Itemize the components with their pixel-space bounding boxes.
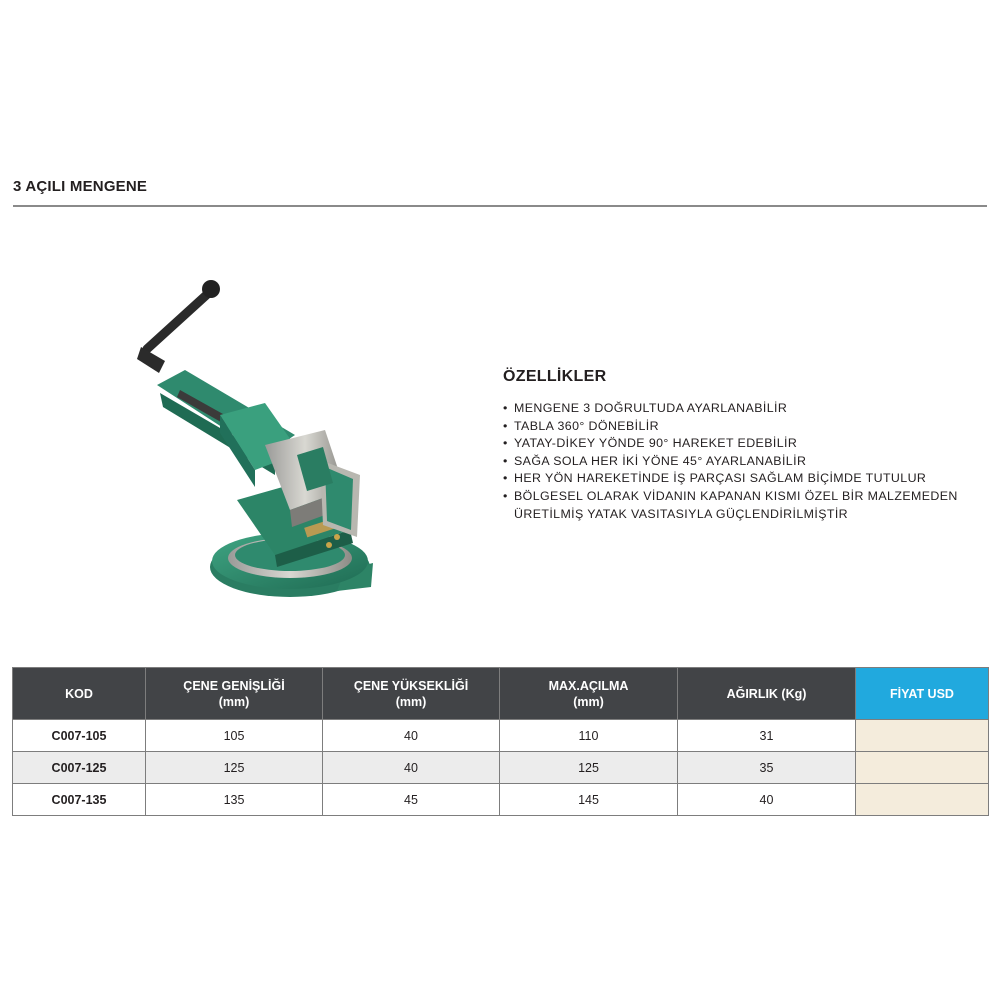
page-title: 3 AÇILI MENGENE (13, 178, 148, 195)
header-cene-yuksekligi: ÇENE YÜKSEKLİĞİ (mm) (323, 668, 500, 720)
cell-acilma: 110 (500, 720, 678, 752)
cell-acilma: 145 (500, 784, 678, 816)
table-row (13, 752, 989, 784)
cell-agirlik: 40 (678, 784, 856, 816)
feature-item: • HER YÖN HAREKETİNDE İŞ PARÇASI SAĞLAM BİÇİMDE TUTULUR (503, 470, 993, 488)
cell-fiyat (856, 720, 989, 752)
cell-yukseklik: 45 (323, 784, 500, 816)
cell-kod: C007-105 (13, 720, 146, 752)
cell-kod: C007-125 (13, 752, 146, 784)
features-heading: ÖZELLİKLER (503, 368, 607, 385)
cell-kod: C007-135 (13, 784, 146, 816)
feature-item: • BÖLGESEL OLARAK VİDANIN KAPANAN KISMI ÖZEL BİR MALZEMEDEN ÜRETİLMİŞ YATAK VASITASIYLA GÜÇLENDİRİLMİŞTİR (503, 488, 993, 523)
table-header-row (13, 668, 989, 720)
feature-item: • MENGENE 3 DOĞRULTUDA AYARLANABİLİR (503, 400, 993, 418)
feature-item: • TABLA 360° DÖNEBİLİR (503, 418, 993, 436)
table-row (13, 784, 989, 816)
feature-item: • SAĞA SOLA HER İKİ YÖNE 45° AYARLANABİLİR (503, 453, 993, 471)
cell-agirlik: 31 (678, 720, 856, 752)
cell-fiyat (856, 784, 989, 816)
header-agirlik: AĞIRLIK (Kg) (678, 668, 856, 720)
cell-acilma: 125 (500, 752, 678, 784)
feature-item: • YATAY-DİKEY YÖNDE 90° HAREKET EDEBİLİR (503, 435, 993, 453)
spec-table (12, 667, 989, 816)
features-section (503, 368, 993, 523)
cell-agirlik: 35 (678, 752, 856, 784)
header-kod: KOD (13, 668, 146, 720)
header-cene-genisligi: ÇENE GENİŞLİĞİ (mm) (146, 668, 323, 720)
cell-genislik: 125 (146, 752, 323, 784)
cell-yukseklik: 40 (323, 720, 500, 752)
header-fiyat: FİYAT USD (856, 668, 989, 720)
cell-genislik: 135 (146, 784, 323, 816)
cell-fiyat (856, 752, 989, 784)
header-max-acilma: MAX.AÇILMA (mm) (500, 668, 678, 720)
cell-genislik: 105 (146, 720, 323, 752)
title-divider (13, 205, 987, 207)
table-row (13, 720, 989, 752)
features-list (503, 400, 993, 523)
cell-yukseklik: 40 (323, 752, 500, 784)
vise-product-image (125, 275, 385, 605)
